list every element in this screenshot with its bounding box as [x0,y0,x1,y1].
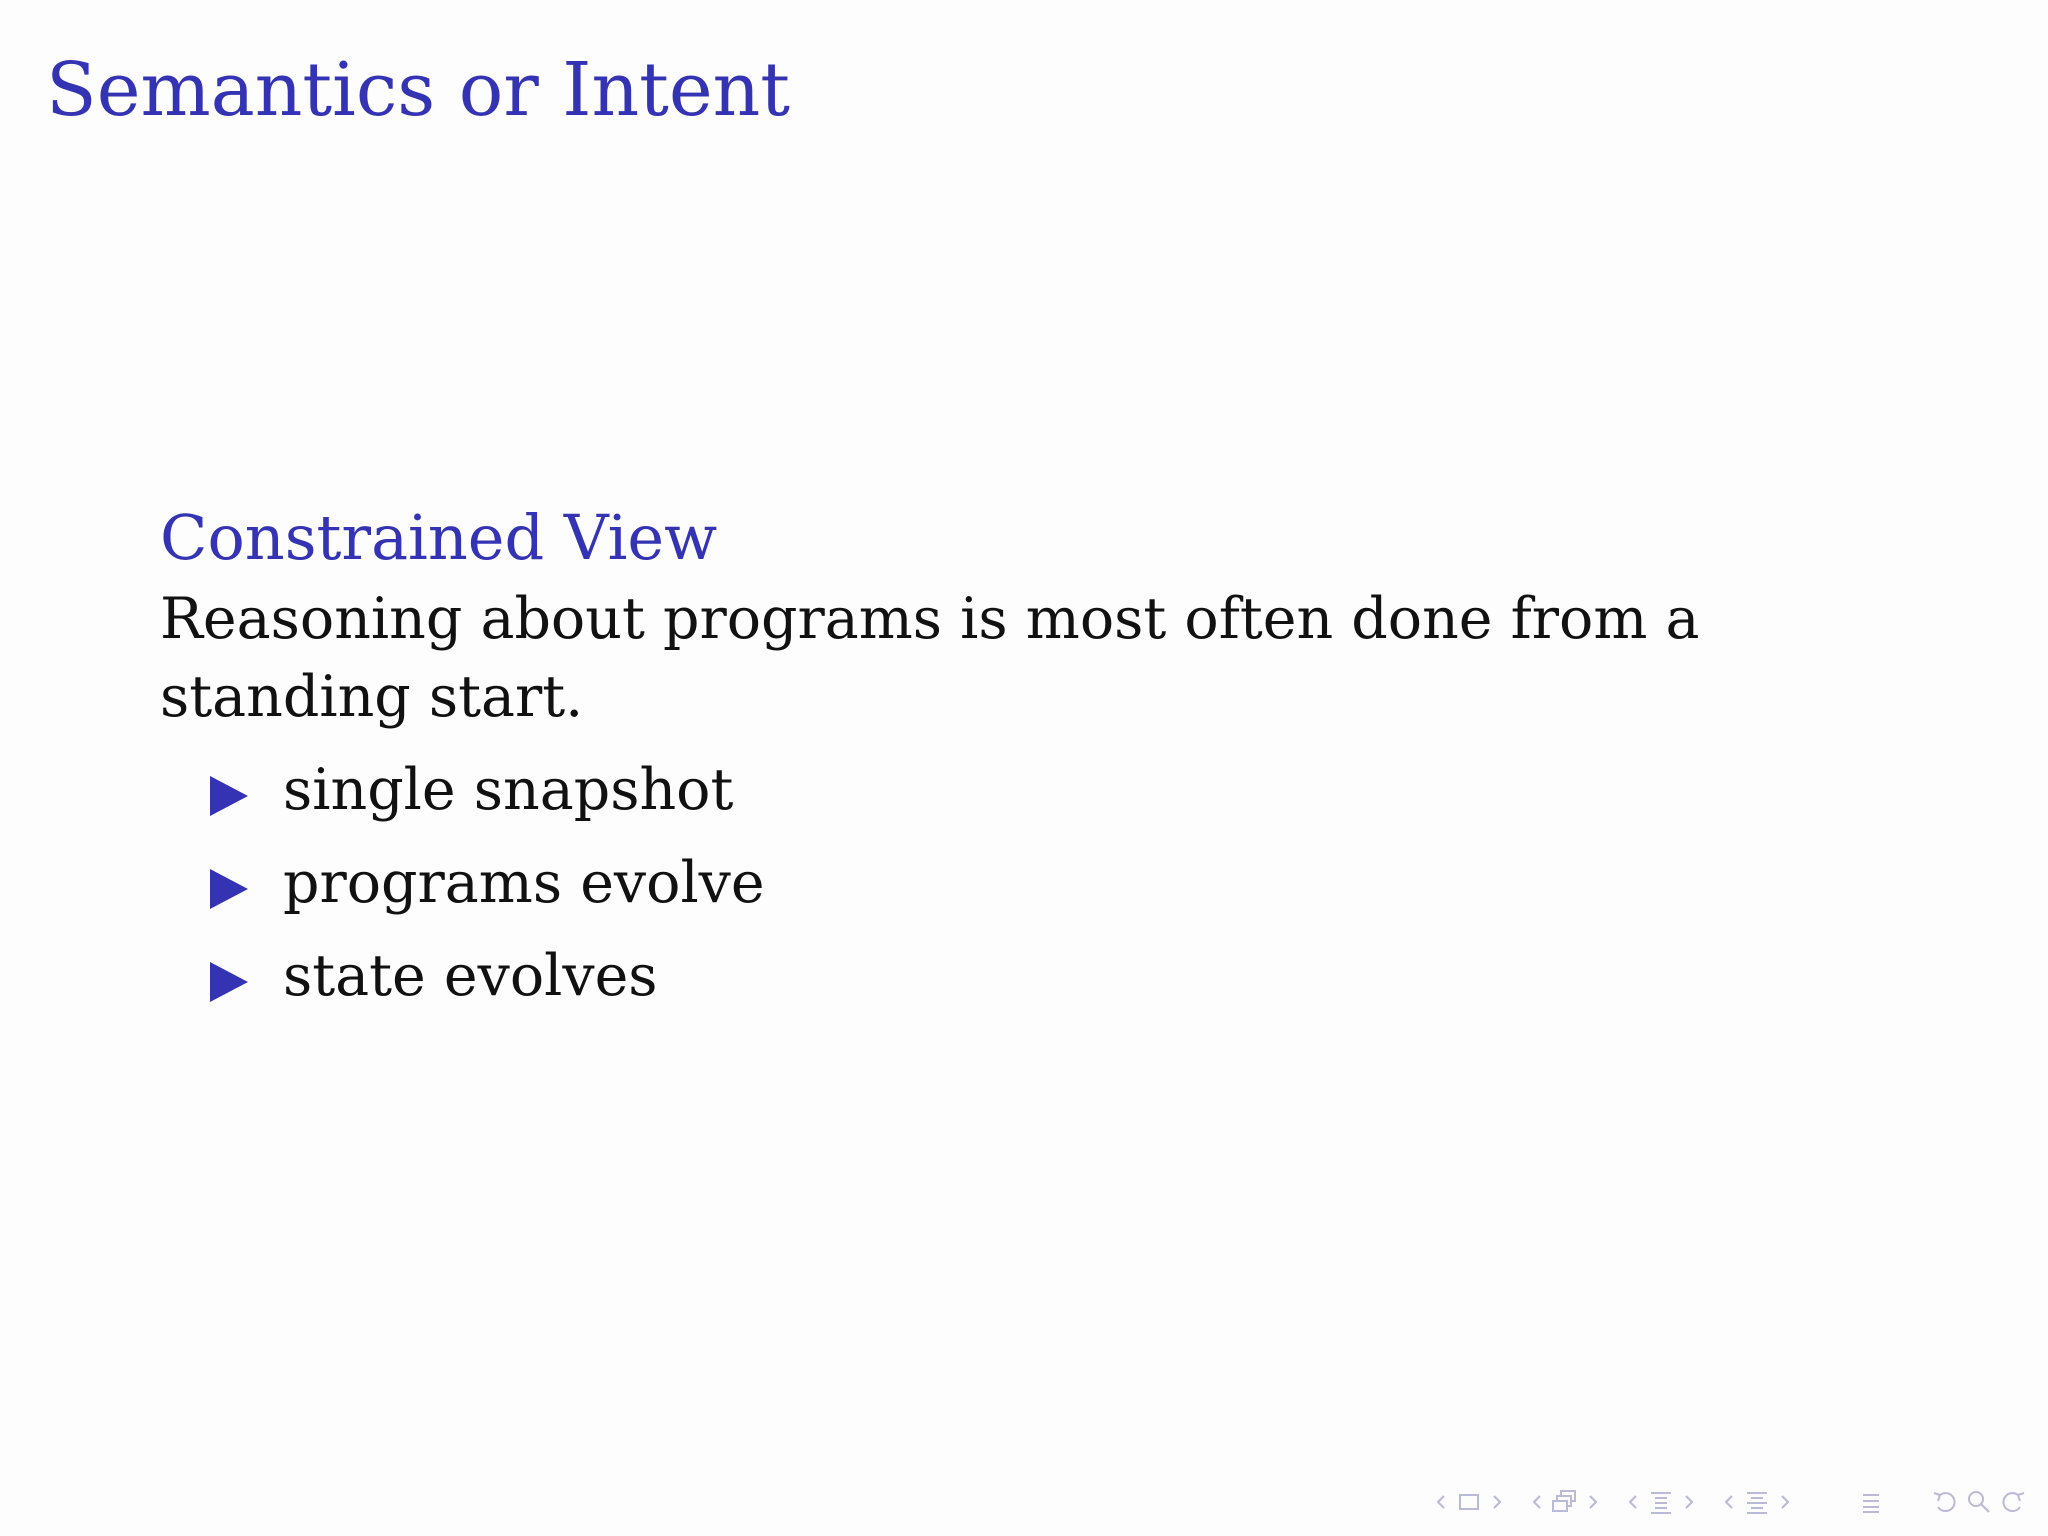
content-block [160,496,1900,1015]
nav-appendix-group [1854,1482,1888,1522]
bullet-item [160,839,1900,932]
bullet-item [160,932,1900,1025]
arrow-right-icon[interactable] [1582,1482,1604,1522]
bullet-list [160,746,1900,1025]
arrow-right-icon[interactable] [1486,1482,1508,1522]
triangle-bullet-icon [210,869,248,909]
subsection-icon[interactable] [1548,1482,1582,1522]
block-title: Constrained View [160,501,718,574]
frame-icon[interactable] [1452,1482,1486,1522]
nav-frame-group [1430,1482,1508,1522]
bullet-item [160,746,1900,839]
back-icon[interactable] [1928,1482,1962,1522]
navigation-bar [1430,1482,2030,1522]
arrow-left-icon[interactable] [1526,1482,1548,1522]
triangle-bullet-icon [210,776,248,816]
arrow-right-icon[interactable] [1774,1482,1796,1522]
document-icon[interactable] [1740,1482,1774,1522]
arrow-left-icon[interactable] [1718,1482,1740,1522]
search-icon[interactable] [1962,1482,1996,1522]
nav-subsection-group [1526,1482,1604,1522]
appendix-icon[interactable] [1854,1482,1888,1522]
forward-icon[interactable] [1996,1482,2030,1522]
arrow-left-icon[interactable] [1430,1482,1452,1522]
section-icon[interactable] [1644,1482,1678,1522]
nav-section-group [1622,1482,1700,1522]
triangle-bullet-icon [210,962,248,1002]
bullet-text: single snapshot [283,757,734,823]
slide-title: Semantics or Intent [46,47,791,133]
arrow-left-icon[interactable] [1622,1482,1644,1522]
bullet-text: programs evolve [283,850,765,916]
arrow-right-icon[interactable] [1678,1482,1700,1522]
nav-search-group [1928,1482,2030,1522]
nav-document-group [1718,1482,1796,1522]
bullet-text: state evolves [283,943,658,1009]
block-body-text: Reasoning about programs is most often done from a standing start. [160,586,1700,730]
